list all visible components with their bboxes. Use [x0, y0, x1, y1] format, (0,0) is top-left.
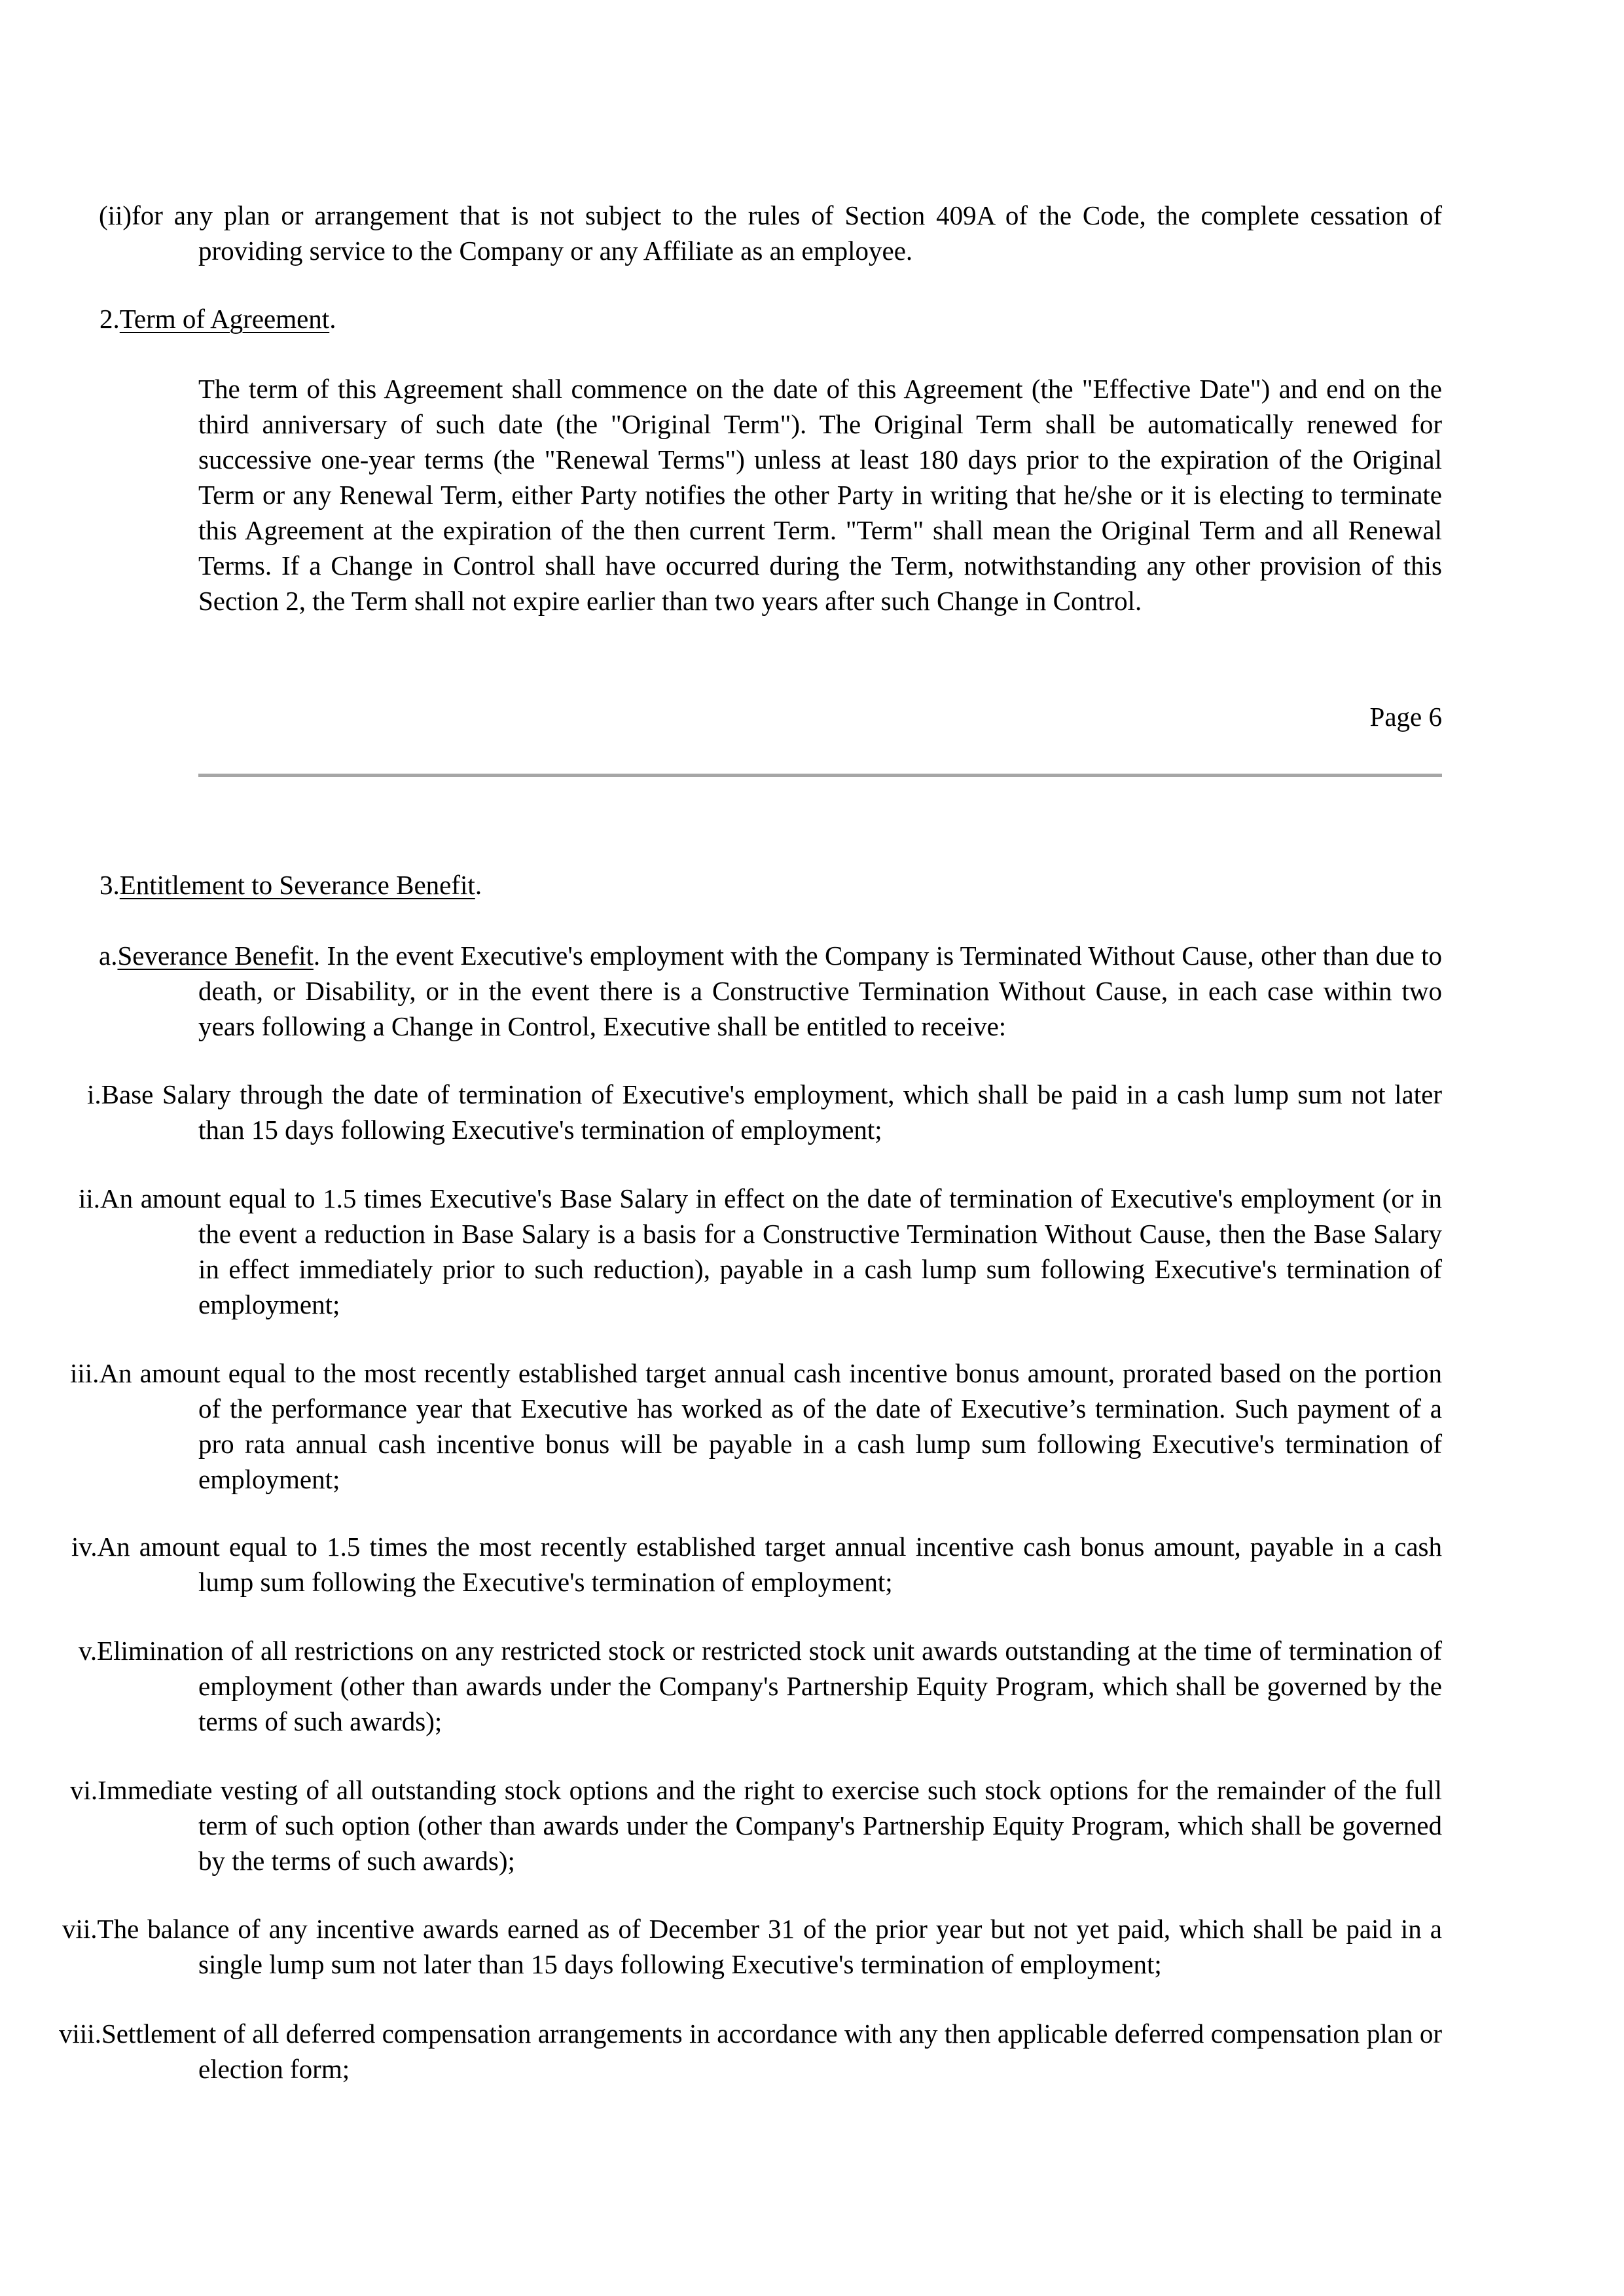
list-item-viii	[59, 2016, 1442, 2087]
list-item-text: Settlement of all deferred compensation arrangements in accordance with any then applicable deferred compensation plan or election form;	[101, 2018, 1442, 2084]
list-item-i	[87, 1077, 1442, 1147]
list-item-marker: iv.	[71, 1532, 98, 1562]
section-title: Term of Agreement	[119, 304, 330, 334]
section-number: 3.	[99, 870, 120, 900]
list-item-marker: ii.	[79, 1183, 101, 1213]
list-item-text: An amount equal to 1.5 times Executive's Base Salary in effect on the date of termination of Executive's employment (or in the event a reduction in Base Salary is a basis for a Constructive Termination Without Cause, then the Base Salary in effect immediately prior to such reduction), payable in a cash lump sum following Executive's termination of employment;	[100, 1183, 1442, 1319]
list-item-marker: iii.	[70, 1358, 99, 1388]
list-item-v	[79, 1633, 1442, 1739]
list-item-text: An amount equal to the most recently established target annual cash incentive bonus amount, prorated based on the portion of the performance year that Executive has worked as of the date of Executive’s termination. Such payment of a pro rata annual cash incentive bonus will be payable in a cash lump sum following Executive's termination of employment;	[99, 1358, 1442, 1494]
page-number: Page 6	[1369, 702, 1442, 732]
clause-marker: (ii)	[99, 200, 132, 230]
section-body-text: The term of this Agreement shall commence on the date of this Agreement (the "Effective Date") and end on the third anniversary of such date (the "Original Term"). The Original Term shall be automatically renewed for successive one-year terms (the "Renewal Terms") unless at least 180 days prior to the expiration of the Original Term or any Renewal Term, either Party notifies the other Party in writing that he/she or it is electing to terminate this Agreement at the expiration of the then current Term. "Term" shall mean the Original Term and all Renewal Terms. If a Change in Control shall have occurred during the Term, notwithstanding any other provision of this Section 2, the Term shall not expire earlier than two years after such Change in Control.	[198, 374, 1442, 616]
subsection-text: . In the event Executive's employment with the Company is Terminated Without Cause, other than due to death, or Disability, or in the event there is a Constructive Termination Without Cause, in each case within two years following a Change in Control, Executive shall be entitled to receive:	[198, 941, 1443, 1041]
section-3-heading	[99, 867, 1442, 903]
section-title-punct: .	[475, 870, 482, 900]
subsection-title: Severance Benefit	[117, 941, 314, 971]
list-item-marker: v.	[79, 1636, 98, 1666]
list-item-text: Immediate vesting of all outstanding stock options and the right to exercise such stock options for the remainder of the full term of such option (other than awards under the Company's Partnership Equity Program, which shall be governed by the terms of such awards);	[98, 1775, 1442, 1876]
list-item-marker: vi.	[70, 1775, 98, 1805]
list-item-vi	[70, 1772, 1442, 1878]
list-item-iii	[70, 1355, 1442, 1497]
section-title-punct: .	[329, 304, 336, 334]
list-item-text: An amount equal to 1.5 times the most recently established target annual incentive cash bonus amount, payable in a cash lump sum following the Executive's termination of employment;	[97, 1532, 1442, 1597]
list-item-iv	[71, 1529, 1442, 1600]
subsection-a	[99, 938, 1443, 1044]
list-item-marker: vii.	[62, 1914, 98, 1944]
page-separator	[198, 774, 1442, 777]
clause-text: for any plan or arrangement that is not subject to the rules of Section 409A of the Code, the complete cessation of providing service to the Company or any Affiliate as an employee.	[132, 200, 1442, 266]
section-number: 2.	[99, 304, 120, 334]
section-title: Entitlement to Severance Benefit	[119, 870, 475, 900]
section-2-body	[198, 371, 1442, 619]
section-2-heading	[99, 301, 1442, 336]
list-item-text: Base Salary through the date of termination of Executive's employment, which shall be paid in a cash lump sum not later than 15 days following Executive's termination of employment;	[101, 1079, 1442, 1145]
clause-ii-tail	[99, 198, 1442, 268]
list-item-marker: viii.	[59, 2018, 101, 2049]
list-item-vii	[62, 1911, 1442, 1982]
list-item-text: The balance of any incentive awards earned as of December 31 of the prior year but not yet paid, which shall be paid in a single lump sum not later than 15 days following Executive's termination of employment;	[97, 1914, 1442, 1979]
list-item-text: Elimination of all restrictions on any restricted stock or restricted stock unit awards outstanding at the time of termination of employment (other than awards under the Company's Partnership Equity Program, which shall be governed by the terms of such awards);	[97, 1636, 1442, 1736]
list-item-ii	[79, 1181, 1442, 1322]
list-item-marker: i.	[87, 1079, 101, 1109]
subsection-marker: a.	[99, 941, 118, 971]
